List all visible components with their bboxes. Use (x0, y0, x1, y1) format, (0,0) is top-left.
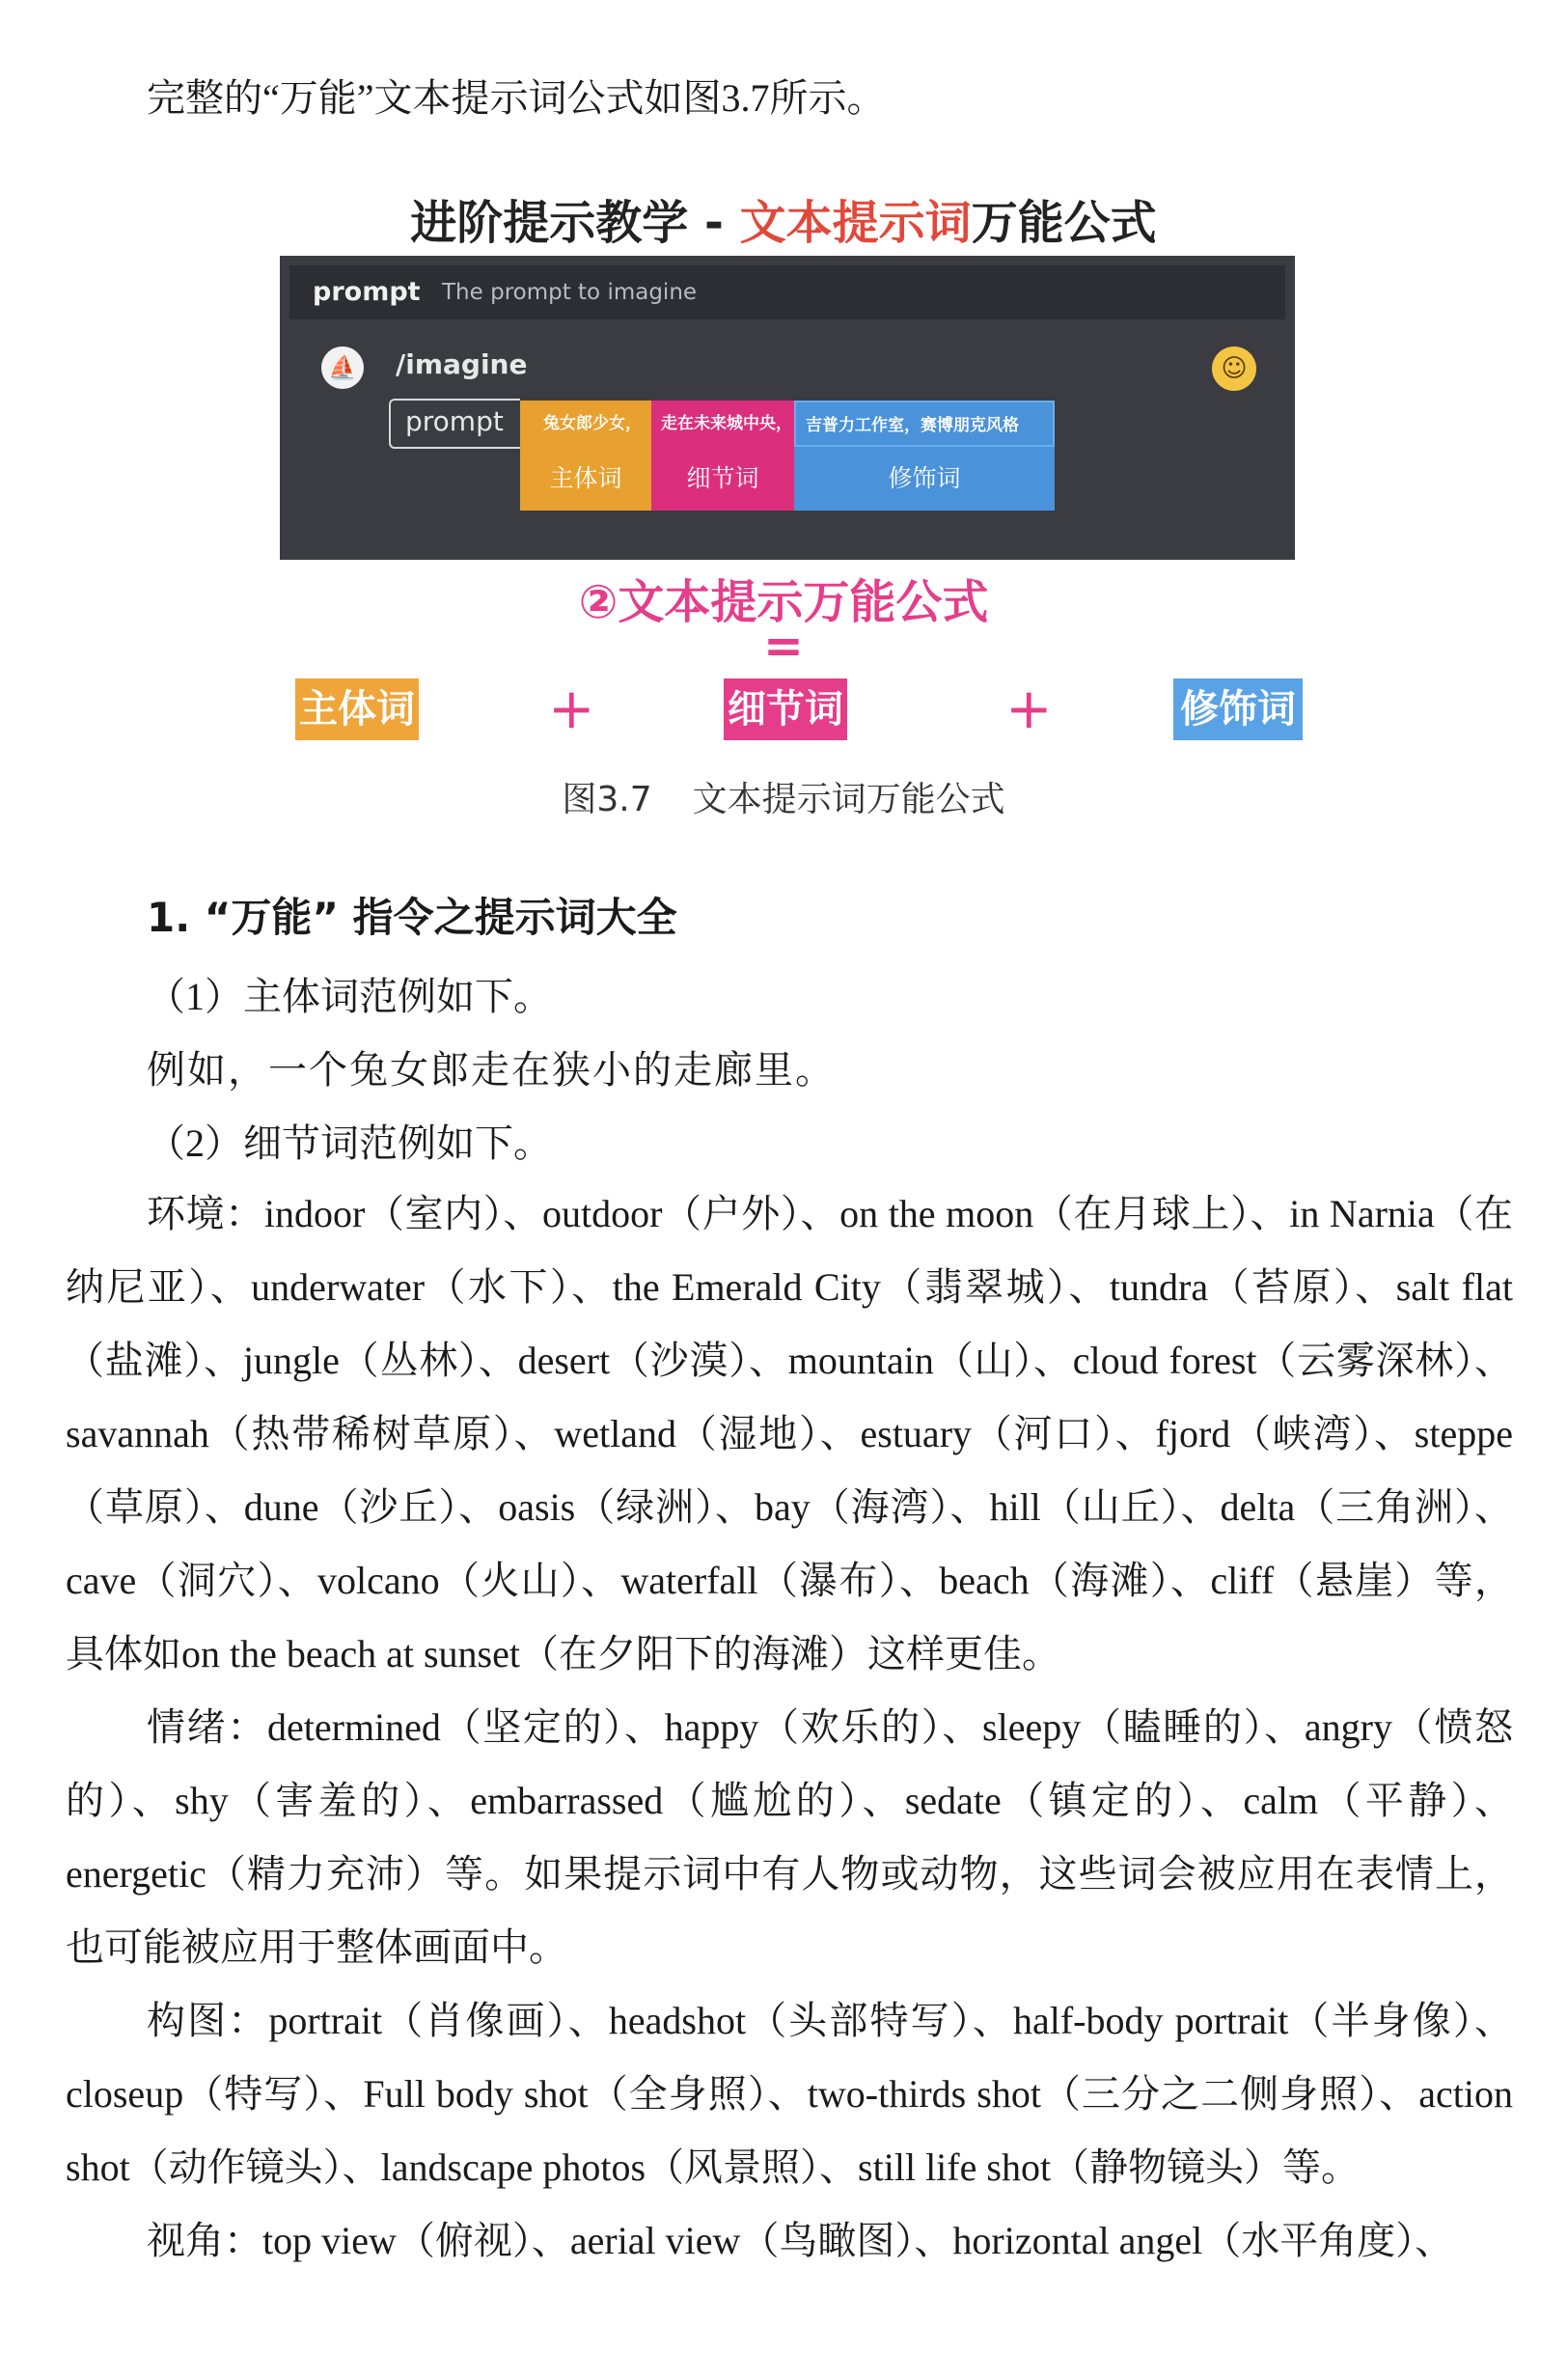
prompt-segment-subject: 兔女郎少女， (520, 401, 651, 447)
caption-number: 图3.7 (562, 780, 652, 819)
caption-text: 文本提示词万能公式 (692, 780, 1005, 819)
panel-header-name: prompt (313, 277, 421, 307)
figure-caption (0, 772, 1567, 821)
environment-paragraph: 环境：indoor（室内）、outdoor（户外）、on the moon（在月球上）、in Narnia（在纳尼亚）、underwater（水下）、the Emerald City（翡翠城）、tundra（苔原）、salt flat（盐滩）、jungle（丛林）、desert（沙漠）、mountain（山）、cloud forest（云雾深林）、savannah（热带稀树草原）、wetland（湿地）、estuary（河口）、fjord（峡湾）、steppe（草原）、dune（沙丘）、oasis（绿洲）、bay（海湾）、hill（山丘）、delta（三角洲）、cave（洞穴）、volcano（火山）、waterfall（瀑布）、beach（海滩）、cliff（悬崖）等，具体如on the beach at sunset（在夕阳下的海滩）这样更佳。 (66, 1192, 1513, 1675)
figure-title-highlight: 文本提示词 (739, 196, 972, 250)
subheading-subject: （1）主体词范例如下。 (147, 975, 552, 1018)
composition-paragraph: 构图：portrait（肖像画）、headshot（头部特写）、half-body portrait（半身像）、closeup（特写）、Full body shot（全身照）、two-thirds shot（三分之二侧身照）、action shot（动作镜头）、landscape photos（风景照）、still life shot（静物镜头）等。 (66, 1999, 1513, 2189)
subject-example: 例如，一个兔女郎走在狭小的走廊里。 (147, 1048, 836, 1093)
bot-avatar-icon: ⛵ (321, 346, 364, 389)
label-subject: 主体词 (520, 447, 651, 511)
panel-header (289, 265, 1285, 319)
emoji-icon: ☺ (1212, 346, 1256, 391)
formula-equals: = (763, 618, 804, 674)
label-detail: 细节词 (651, 447, 794, 511)
figure-title-prefix: 进阶提示教学 - (410, 196, 740, 250)
formula-tag-subject: 主体词 (295, 678, 419, 740)
discord-prompt-panel (280, 256, 1295, 560)
panel-header-description: The prompt to imagine (442, 280, 698, 305)
prompt-input-label: prompt (405, 405, 504, 437)
formula-plus: + (548, 676, 595, 741)
prompt-segment-detail: 走在未来城中央， (651, 401, 794, 447)
formula-tag-modifier: 修饰词 (1173, 678, 1303, 740)
intro-paragraph: 完整的“万能”文本提示词公式如图3.7所示。 (147, 76, 886, 120)
formula-title: ②文本提示万能公式 (578, 575, 989, 629)
prompt-segment-modifier: 吉普力工作室，赛博朋克风格 (794, 401, 1055, 447)
imagine-command: /imagine (396, 348, 528, 380)
subheading-detail: （2）细节词范例如下。 (147, 1121, 552, 1165)
label-modifier: 修饰词 (794, 447, 1055, 511)
formula-plus: + (1005, 676, 1053, 741)
figure-title (0, 185, 1567, 252)
formula-tag-detail: 细节词 (724, 678, 847, 740)
section-heading: 1. “万能” 指令之提示词大全 (147, 894, 677, 941)
angle-paragraph: 视角：top view（俯视）、aerial view（鸟瞰图）、horizontal angel（水平角度）、 (147, 2219, 1454, 2262)
emotion-paragraph: 情绪：determined（坚定的）、happy（欢乐的）、sleepy（瞌睡的）、angry（愤怒的）、shy（害羞的）、embarrassed（尴尬的）、sedate（镇定的）、calm（平静）、energetic（精力充沛）等。如果提示词中有人物或动物，这些词会被应用在表情上，也可能被应用于整体画面中。 (66, 1705, 1513, 1969)
figure-title-suffix: 万能公式 (971, 196, 1157, 250)
